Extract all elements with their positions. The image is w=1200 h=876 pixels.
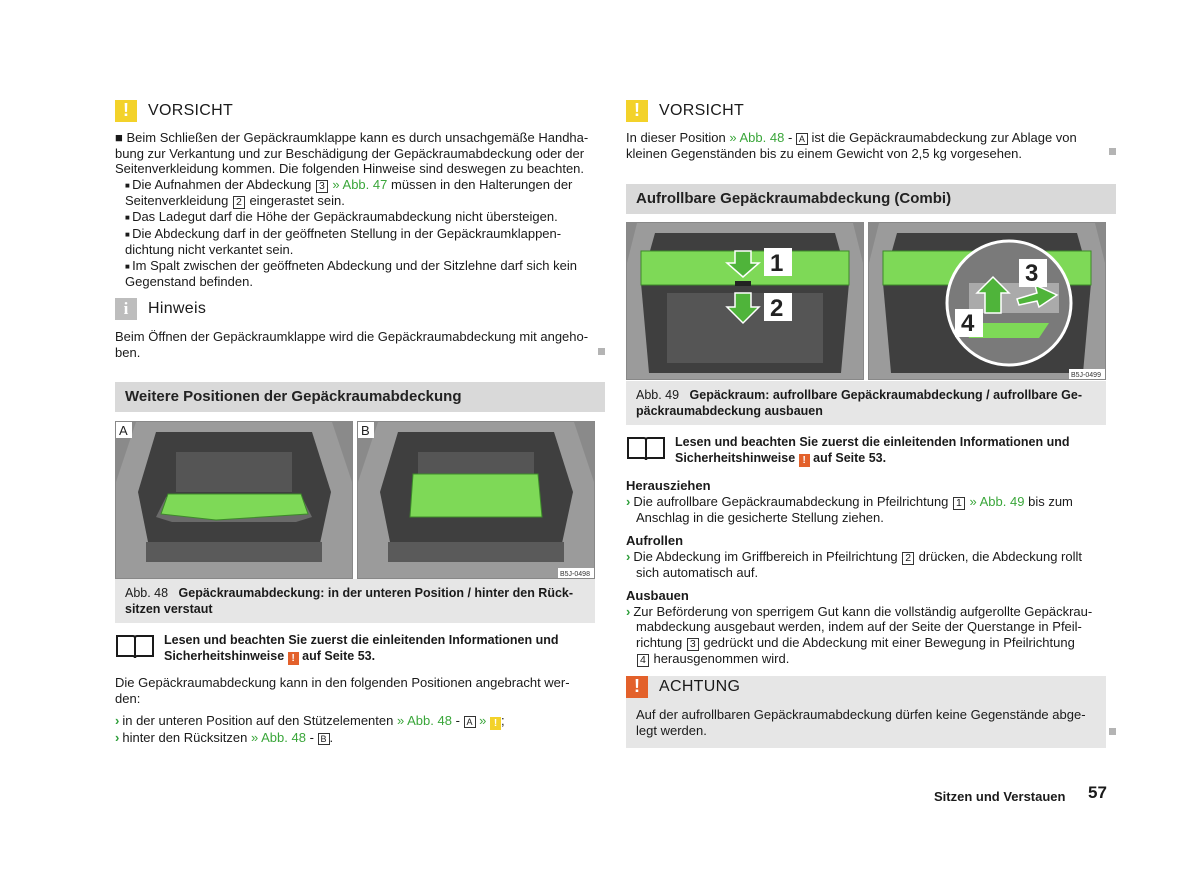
subheading-ausbauen: Ausbauen [626, 588, 689, 603]
figure-48 [115, 421, 595, 579]
figure-49 [626, 222, 1106, 380]
warning-icon: ! [115, 100, 137, 122]
svg-text:B5J-0498: B5J-0498 [560, 571, 590, 578]
figure-label-a: A [119, 423, 128, 438]
caution-body: ■ Beim Schließen der Gepäckraumklappe kann es durch unsachgemäße Handha- bung zur Verkantung und zur Beschädigung der Gepäckraumabdeckung oder der Seitenverkleidung kommen. Die folgenden Hinweise sind deswegen zu beachten. ■ Die Aufnahmen der Abdeckung 3 » Abb. 47 müssen in den Halterungen der Seitenverkleidung 2 eingerastet sein. ■ Das Ladegut darf die Höhe der Gepäckraumabdeckung nicht übersteigen. ■ Die Abdeckung darf in der geöffneten Stellung in der Gepäckraumklappen- dichtung nicht verkantet sein. ■ Im Spalt zwischen der geöffneten Abdeckung und der Sitzlehne darf sich kein Gegenstand befinden. [115, 130, 595, 290]
chapter-title: Sitzen und Verstauen [934, 789, 1066, 804]
chevron-right-icon: › [626, 603, 631, 619]
read-first-left: Lesen und beachten Sie zuerst die einleitenden Informationen und Sicherheitshinweise ! auf Seite 53. [115, 632, 595, 665]
alert-icon: ! [288, 652, 299, 665]
instructions: Herausziehen › Die aufrollbare Gepäckraumabdeckung in Pfeilrichtung 1 » Abb. 49 bis zum Anschlag in die gesicherte Stellung ziehen. Aufrollen › Die Abdeckung im Griffbereich in Pfeilrichtung 2 drücken, die Abdeckung rollt sich automatisch auf. Ausbauen › Zur Beförderung von sperrigem Gut kann die vollständig aufgerollte Gepäckrau- mabdeckung ausgebaut werden, indem auf der Seite der Querstange in Pfeil- richtung 3 gedrückt und die Abdeckung mit einer Bewegung in Pfeilrichtung 4 herausgenommen wird. [626, 478, 1106, 667]
fig-ref-link[interactable]: » Abb. 48 [729, 130, 785, 145]
read-first-right: Lesen und beachten Sie zuerst die einleitenden Informationen und Sicherheitshinweise ! auf Seite 53. [626, 434, 1106, 467]
trunk-image-pull [626, 222, 864, 380]
page-ref-link[interactable]: auf Seite 53. [813, 451, 887, 465]
positions-text: Die Gepäckraumabdeckung kann in den folgenden Positionen angebracht wer- den: › in der unteren Position auf den Stützelementen » Abb. 48 - A » ! ; › hinter den Rücksitzen » Abb. 48 - B . [115, 675, 595, 746]
caution-subitem: ■ Die Abdeckung darf in der geöffneten Stellung in der Gepäckraumklappen- [115, 226, 595, 243]
caution-right: ! VORSICHT In dieser Position » Abb. 48 - A ist die Gepäckraumabdeckung zur Ablage von kleinen Gegenständen bis zu einem Gewicht von 2,5 kg vorgesehen. [626, 100, 1106, 161]
danger-icon: ! [626, 676, 648, 698]
chevron-right-icon: › [115, 713, 120, 728]
fig-ref-link[interactable]: » Abb. 47 [332, 176, 388, 192]
trunk-image-remove [868, 222, 1106, 380]
step-2: 2 [770, 295, 784, 322]
section-header-left: Weitere Positionen der Gepäckraumabdeckung [115, 382, 605, 412]
section-header-right: Aufrollbare Gepäckraumabdeckung (Combi) [626, 184, 1116, 214]
subheading-herausziehen: Herausziehen [626, 478, 711, 493]
trunk-image-a [115, 421, 353, 579]
page-number: 57 [1088, 783, 1107, 802]
trunk-image-b [357, 421, 595, 579]
warning-icon: ! [626, 100, 648, 122]
figure-label-b: B [361, 423, 370, 438]
caution-subitem: ■ Die Aufnahmen der Abdeckung 3 » Abb. 47 müssen in den Halterungen der [115, 177, 595, 194]
warning-box: ! ACHTUNG Auf der aufrollbaren Gepäckraumabdeckung dürfen keine Gegenstände abge- legt werden. [626, 676, 1106, 748]
list-item: › hinter den Rücksitzen » Abb. 48 - B . [115, 730, 334, 745]
caution-subitem: ■ Das Ladegut darf die Höhe der Gepäckraumabdeckung nicht übersteigen. [115, 209, 595, 226]
figure-caption-48: Abb. 48 Gepäckraumabdeckung: in der unteren Position / hinter den Rück- sitzen verstaut [115, 579, 595, 623]
warning-icon: ! [490, 717, 501, 730]
caution-title: VORSICHT [148, 102, 234, 120]
step-1: 1 [770, 250, 784, 277]
note-title: Hinweis [148, 300, 207, 318]
end-marker [1109, 728, 1116, 735]
fig-ref-link[interactable]: » Abb. 48 [396, 713, 452, 728]
figure-caption-49: Abb. 49 Gepäckraum: aufrollbare Gepäckraumabdeckung / aufrollbare Ge- päckraumabdeckung ausbauen [626, 381, 1106, 425]
fig-ref-link[interactable]: » Abb. 49 [969, 493, 1025, 509]
page-ref-link[interactable]: auf Seite 53. [302, 649, 376, 663]
end-marker [1109, 148, 1116, 155]
step-3: 3 [1025, 260, 1039, 287]
end-marker [598, 348, 605, 355]
book-icon [626, 434, 666, 462]
step-4: 4 [961, 310, 975, 337]
book-icon [115, 632, 155, 660]
subheading-aufrollen: Aufrollen [626, 533, 684, 548]
chevron-right-icon: › [626, 548, 631, 564]
caution-subitem: ■ Im Spalt zwischen der geöffneten Abdeckung und der Sitzlehne darf sich kein [115, 258, 595, 275]
chevron-right-icon: › [626, 493, 631, 509]
note-left: i Hinweis Beim Öffnen der Gepäckraumklappe wird die Gepäckraumabdeckung mit angeho- ben. [115, 298, 595, 360]
list-item: › in der unteren Position auf den Stützelementen » Abb. 48 - A » ! ; [115, 713, 505, 729]
info-icon: i [115, 298, 137, 320]
chevron-right-icon: › [115, 730, 120, 745]
svg-text:B5J-0499: B5J-0499 [1071, 372, 1101, 379]
caution-left [115, 100, 595, 290]
alert-icon: ! [799, 454, 810, 467]
fig-ref-link[interactable]: » Abb. 48 [250, 730, 306, 745]
